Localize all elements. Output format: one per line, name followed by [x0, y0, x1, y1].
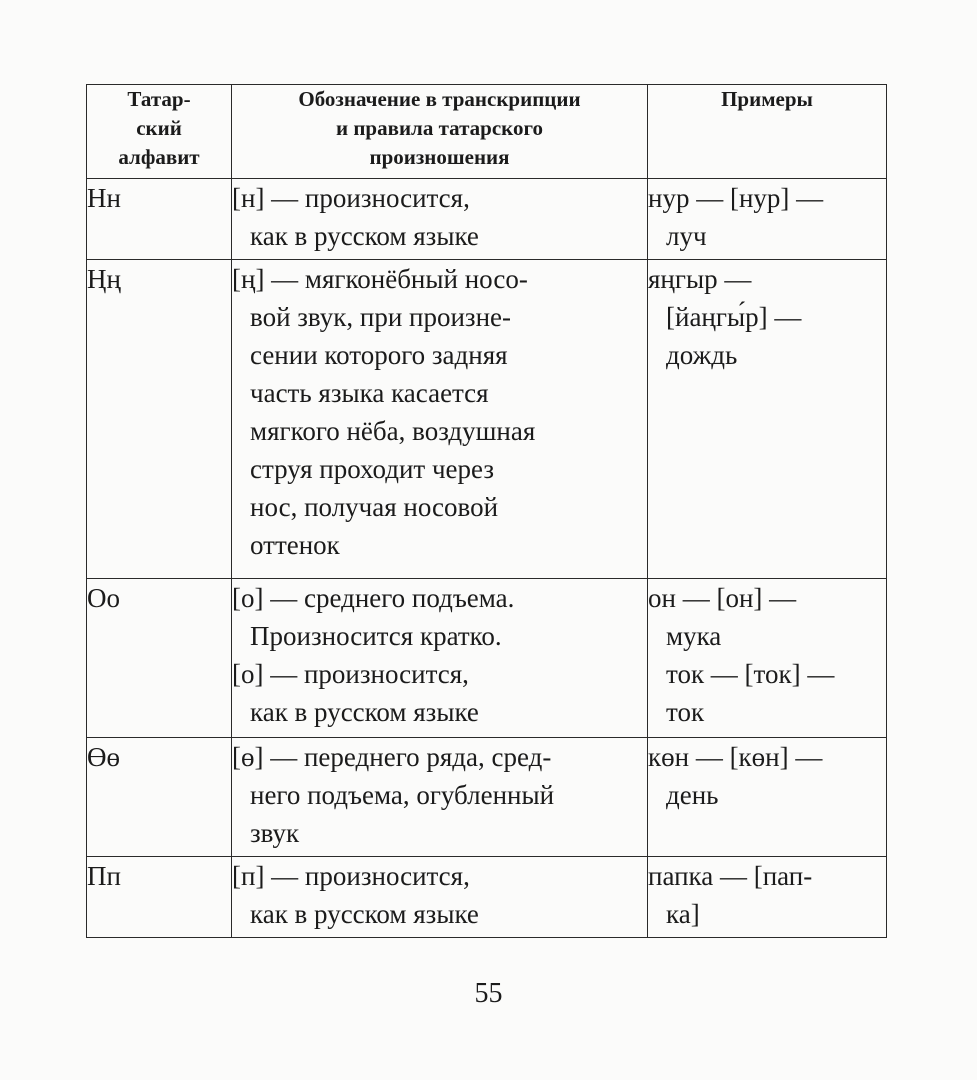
letter-cell: Пп [87, 857, 232, 938]
rule-line: вой звук, при произне- [250, 302, 512, 332]
rule-line: Произносится кратко. [250, 621, 502, 651]
header-line: Обозначение в транскрипции [298, 87, 581, 111]
rule-line: [ң] — мягконёбный носо- [232, 264, 528, 294]
table-row [87, 738, 887, 857]
header-line: Татар- [127, 87, 191, 111]
example-line: день [666, 780, 719, 810]
example-line: он — [он] — [648, 583, 797, 613]
letter-cell: Оо [87, 579, 232, 738]
header-tatar-alphabet [87, 85, 232, 179]
rule-line: как в русском языке [250, 899, 479, 929]
example-line: яңгыр — [648, 264, 752, 294]
table-row [87, 579, 887, 738]
header-line: и правила татарского [335, 116, 544, 140]
header-transcription-rules [232, 85, 648, 179]
letter-cell: Нн [87, 179, 232, 260]
rule-line: нос, получая носовой [250, 492, 499, 522]
example-cell [648, 738, 887, 857]
rule-line: [н] — произносится, [232, 183, 470, 213]
rule-cell [232, 857, 648, 938]
example-cell [648, 857, 887, 938]
example-line: көн — [көн] — [648, 742, 823, 772]
example-line: [йаңгы́р] — [666, 302, 802, 332]
example-cell [648, 179, 887, 260]
header-examples [648, 85, 887, 179]
rule-line: струя проходит через [250, 454, 495, 484]
rule-line: оттенок [250, 530, 340, 560]
rule-line: мягкого нёба, воздушная [250, 416, 536, 446]
rule-line: [ө] — переднего ряда, сред- [232, 742, 552, 772]
rule-cell [232, 579, 648, 738]
header-line: произношения [369, 145, 510, 169]
example-line: дождь [666, 340, 738, 370]
rule-line: [п] — произносится, [232, 861, 470, 891]
table-header-row [87, 85, 887, 179]
rule-line: как в русском языке [250, 221, 479, 251]
header-line: алфавит [118, 145, 200, 169]
rule-line: [о] — произносится, [232, 659, 469, 689]
example-line: ка] [666, 899, 700, 929]
table-row [87, 857, 887, 938]
table-row [87, 260, 887, 579]
rule-line: сении которого задняя [250, 340, 508, 370]
page-number: 55 [474, 978, 503, 1009]
rule-line: как в русском языке [250, 697, 479, 727]
rule-line: часть языка касается [250, 378, 489, 408]
rule-line: звук [250, 818, 300, 848]
example-line: ток — [ток] — [666, 659, 835, 689]
rule-cell [232, 260, 648, 579]
example-cell [648, 260, 887, 579]
header-line: Примеры [721, 87, 813, 111]
letter-cell: Өө [87, 738, 232, 857]
table-row [87, 179, 887, 260]
rule-line: [о] — среднего подъема. [232, 583, 515, 613]
letter-cell: Ңң [87, 260, 232, 579]
header-line: ский [136, 116, 182, 140]
example-line: мука [666, 621, 722, 651]
rule-cell [232, 179, 648, 260]
example-line: луч [666, 221, 707, 251]
example-line: папка — [пап- [648, 861, 813, 891]
tatar-alphabet-table [86, 84, 887, 938]
example-cell [648, 579, 887, 738]
example-line: нур — [нур] — [648, 183, 824, 213]
example-line: ток [666, 697, 705, 727]
rule-cell [232, 738, 648, 857]
rule-line: него подъема, огубленный [250, 780, 555, 810]
